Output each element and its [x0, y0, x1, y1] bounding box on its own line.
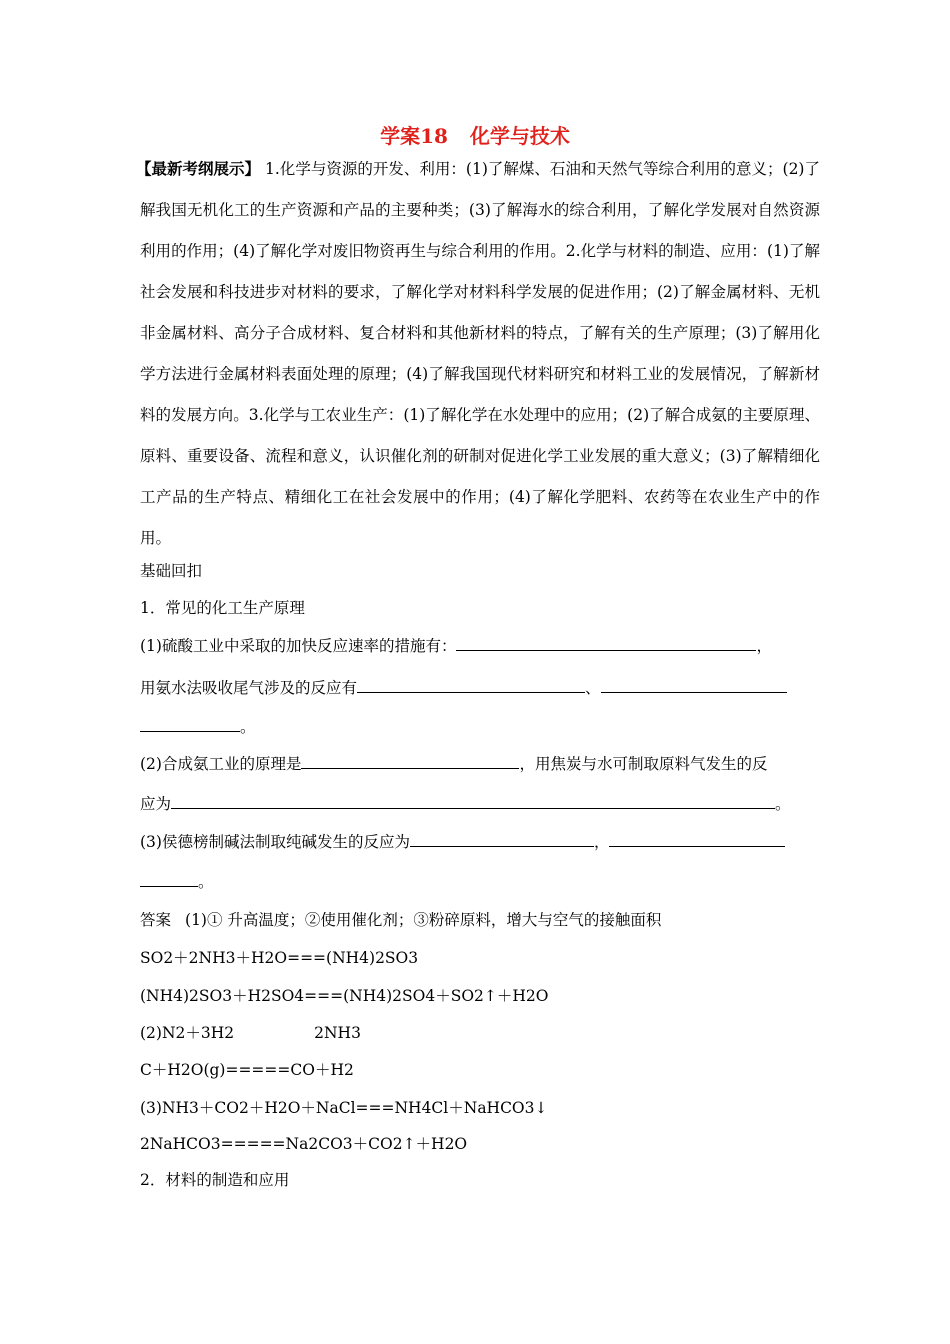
- punct: 。: [775, 795, 791, 813]
- answer-blank-7-cont[interactable]: [140, 870, 198, 887]
- answer-blank-3[interactable]: [601, 676, 787, 693]
- ammonia-product: 2NH3: [314, 1024, 361, 1042]
- outline-text: 1.化学与资源的开发、利用：(1)了解煤、石油和天然气等综合利用的意义；(2)了解我国无机化工的生产资源和产品的主要种类；(3)了解海水的综合利用，了解化学发展对自然资源利用的作用；(4)了解化学对废旧物资再生与综合利用的作用。2.化学与材料的制造、应用：(1)了解社会发展和科技进步对材料的要求，了解化学对材料科学发展的促进作用；(2)了解金属材料、无机非金属材料、高分子合成材料、复合材料和其他新材料的特点，了解有关的生产原理；(3)了解用化学方法进行金属材料表面处理的原理；(4)了解我国现代材料研究和材料工业的发展情况，了解新材料的发展方向。3.化学与工农业生产：(1)了解化学在水处理中的应用；(2)了解合成氨的主要原理、原料、重要设备、流程和意义，认识催化剂的研制对促进化学工业发展的重大意义；(3)了解精细化工产品的生产特点、精细化工在社会发展中的作用；(4)了解化学肥料、农药等在农业生产中的作用。: [140, 160, 820, 547]
- answer-line-2: [140, 1021, 361, 1045]
- answer-blank-1[interactable]: [456, 634, 756, 651]
- answer-line-1: [140, 908, 661, 932]
- punct: 、: [585, 679, 601, 697]
- question-3-line-2: [140, 870, 214, 894]
- question-3-text: (3)侯德榜制碱法制取纯碱发生的反应为: [140, 833, 410, 851]
- question-3-line-1: [140, 830, 785, 854]
- question-2-text-cont: ，用焦炭与水可制取原料气发生的反: [519, 755, 768, 773]
- punct: 。: [198, 873, 214, 891]
- exam-outline-paragraph: [136, 148, 820, 559]
- question-1-line-1: [140, 634, 772, 658]
- answer-blank-6[interactable]: [410, 830, 594, 847]
- question-2b-text: 应为: [140, 795, 172, 813]
- question-1-line-2: [140, 676, 787, 700]
- title-main: 化学与技术: [469, 124, 570, 148]
- question-2-line-2: [140, 792, 791, 816]
- question-2-text: (2)合成氨工业的原理是: [140, 755, 302, 773]
- item2-heading: 2．材料的制造和应用: [140, 1171, 290, 1189]
- equation-2: (NH4)2SO3＋H2SO4===(NH4)2SO4＋SO2↑＋H2O: [140, 987, 549, 1005]
- page-title: [0, 122, 950, 150]
- punct: 。: [240, 718, 256, 736]
- answer-blank-4[interactable]: [301, 752, 519, 769]
- answer-blank-3-cont[interactable]: [140, 715, 240, 732]
- section-basic-heading: 基础回扣: [140, 562, 203, 580]
- title-prefix: 学案18: [380, 124, 448, 148]
- answer-blank-7[interactable]: [609, 830, 785, 847]
- ammonia-reactants: (2)N2＋3H2: [140, 1024, 235, 1042]
- equation-5: 2NaHCO3=====Na2CO3＋CO2↑＋H2O: [140, 1135, 468, 1153]
- question-1-text: (1)硫酸工业中采取的加快反应速率的措施有：: [140, 637, 457, 655]
- answer-1-text: (1)① 升高温度；②使用催化剂；③粉碎原料，增大与空气的接触面积: [185, 911, 662, 929]
- outline-lead: 【最新考纲展示】: [136, 159, 261, 178]
- item1-heading: 1．常见的化工生产原理: [140, 599, 305, 617]
- punct: ，: [593, 833, 610, 851]
- question-1b-text: 用氨水法吸收尾气涉及的反应有: [140, 679, 358, 697]
- question-2-line-1: [140, 752, 767, 776]
- punct: ，: [756, 637, 772, 655]
- answer-blank-5[interactable]: [171, 792, 775, 809]
- equation-3: C＋H2O(g)=====CO＋H2: [140, 1061, 354, 1079]
- answer-blank-2[interactable]: [357, 676, 585, 693]
- equation-4: (3)NH3＋CO2＋H2O＋NaCl===NH4Cl＋NaHCO3↓: [140, 1099, 548, 1117]
- answer-label: 答案: [140, 911, 172, 929]
- question-1-line-3: [140, 715, 256, 739]
- equation-1: SO2＋2NH3＋H2O===(NH4)2SO3: [140, 949, 419, 967]
